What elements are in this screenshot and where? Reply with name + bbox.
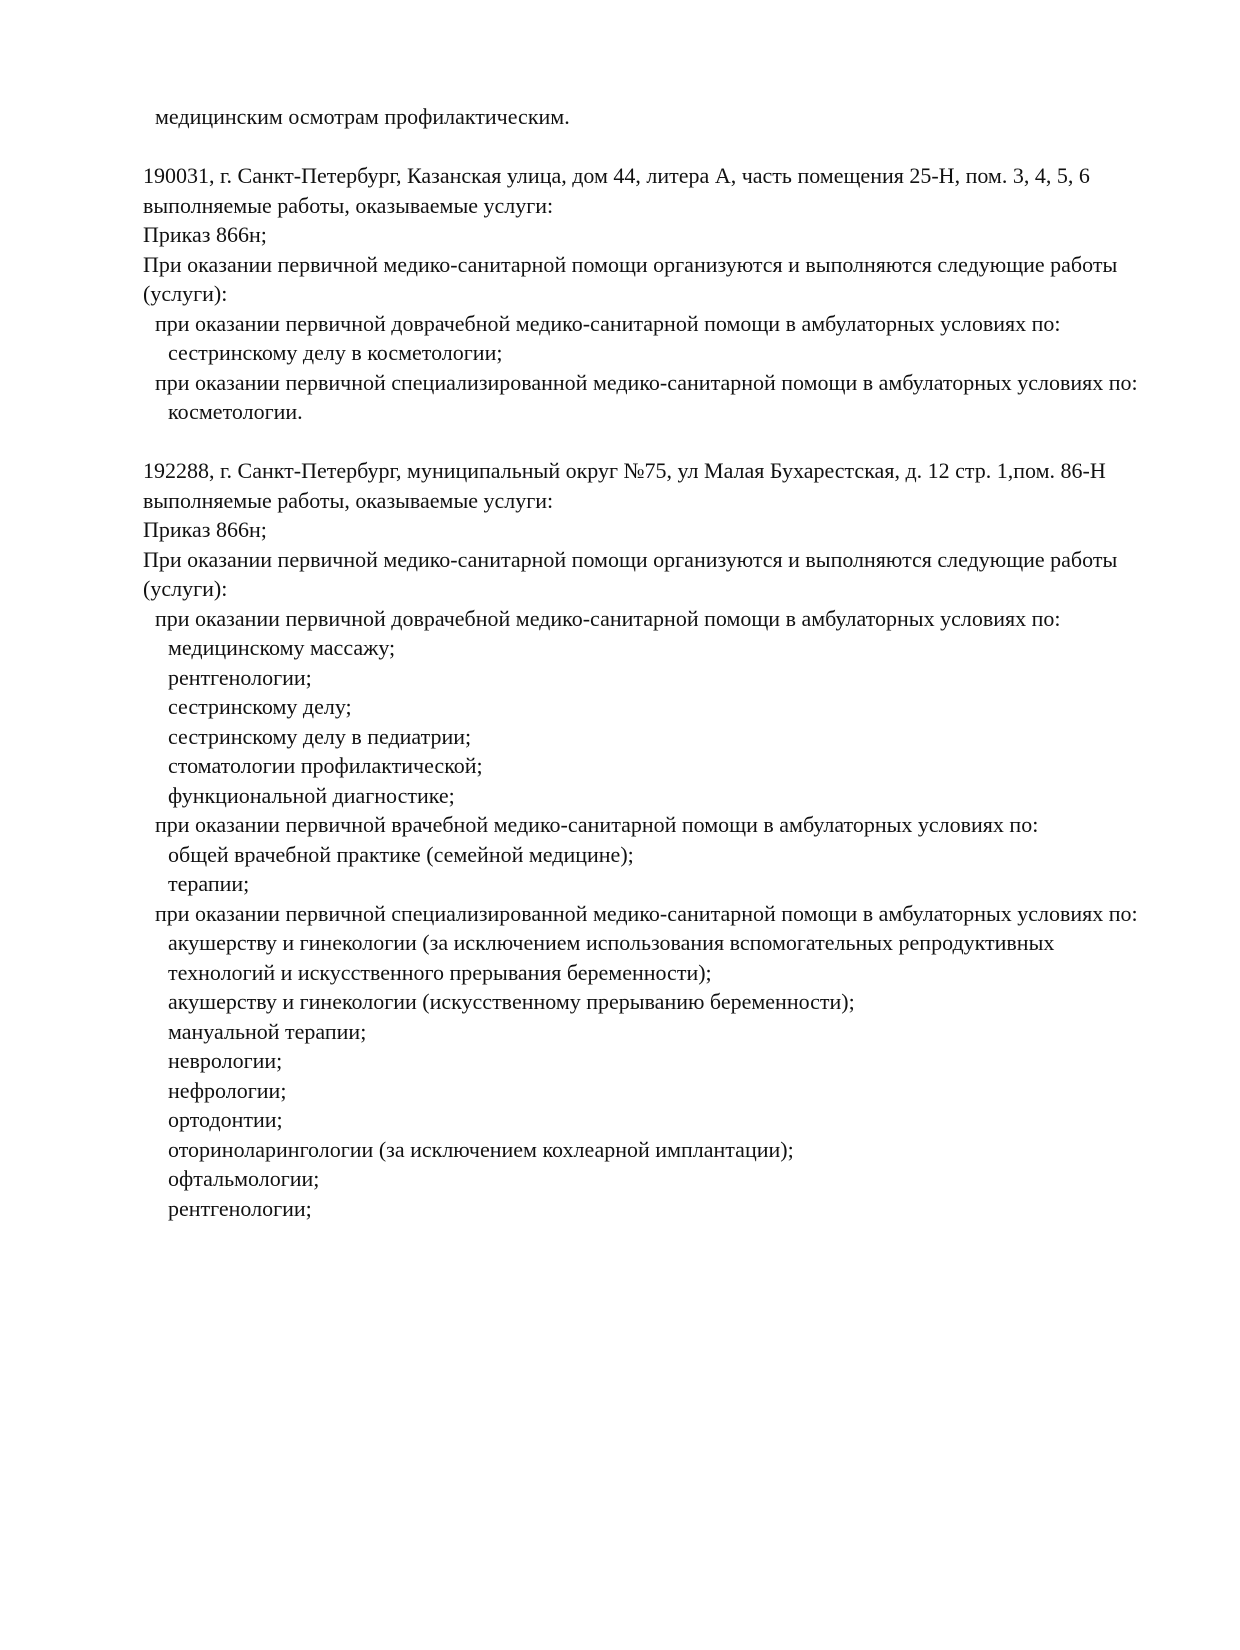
section1-works-label: выполняемые работы, оказываемые услуги: — [143, 192, 554, 218]
section2-specialized-item: акушерству и гинекологии (за исключением использования вспомогательных репродуктивных технологий и искусственного прерывания беременности); — [168, 930, 1055, 985]
document-text — [143, 102, 1153, 1223]
section2-prehospital-item: рентгенологии; — [168, 664, 312, 690]
section2-prehospital-item: сестринскому делу; — [168, 694, 352, 719]
section2-physician-heading: при оказании первичной врачебной медико-санитарной помощи в амбулаторных условиях по: — [155, 812, 1039, 837]
section2-specialized-heading: при оказании первичной специализированной медико-санитарной помощи в амбулаторных условиях по: — [155, 900, 1138, 926]
intro-line: медицинским осмотрам профилактическим. — [155, 104, 570, 129]
paragraph-gap — [143, 132, 1153, 162]
section2-physician-item: терапии; — [168, 871, 250, 896]
section2-specialized-item: мануальной терапии; — [168, 1018, 367, 1044]
section1-address: 190031, г. Санкт-Петербург, Казанская улица, дом 44, литера А, часть помещения 25-Н, пом. 3, 4, 5, 6 — [143, 163, 1090, 188]
section2-specialized-item: нефрологии; — [168, 1077, 287, 1103]
section2-prehospital-item: функциональной диагностике; — [168, 782, 455, 808]
section2-specialized-item: акушерству и гинекологии (искусственному прерыванию беременности); — [168, 989, 855, 1014]
section2-specialized-item: рентгенологии; — [168, 1195, 312, 1221]
section2-prehospital-item: медицинскому массажу; — [168, 635, 396, 660]
section2-order: Приказ 866н; — [143, 517, 267, 542]
section1-prehospital-item: сестринскому делу в косметологии; — [168, 340, 503, 365]
section2-works-label: выполняемые работы, оказываемые услуги: — [143, 487, 554, 513]
section1-specialized-heading: при оказании первичной специализированной медико-санитарной помощи в амбулаторных условиях по: — [155, 369, 1138, 395]
section2-specialized-item: неврологии; — [168, 1048, 283, 1073]
section1-prehospital-heading: при оказании первичной доврачебной медико-санитарной помощи в амбулаторных условиях по: — [155, 310, 1061, 336]
section2-prehospital-item: сестринскому делу в педиатрии; — [168, 723, 472, 749]
section2-prehospital-item: стоматологии профилактической; — [168, 753, 483, 778]
section1-specialized-item: косметологии. — [168, 399, 303, 424]
paragraph-gap — [143, 427, 1153, 457]
section1-intro: При оказании первичной медико-санитарной помощи организуются и выполняются следующие работы (услуги): — [143, 251, 1118, 306]
section2-intro: При оказании первичной медико-санитарной помощи организуются и выполняются следующие работы (услуги): — [143, 546, 1118, 601]
section2-specialized-item: офтальмологии; — [168, 1166, 320, 1191]
section2-physician-item: общей врачебной практике (семейной медицине); — [168, 841, 634, 867]
section2-prehospital-heading: при оказании первичной доврачебной медико-санитарной помощи в амбулаторных условиях по: — [155, 605, 1061, 631]
section2-specialized-item: ортодонтии; — [168, 1107, 283, 1132]
section2-address: 192288, г. Санкт-Петербург, муниципальный округ №75, ул Малая Бухарестская, д. 12 стр. 1,пом. 86-Н — [143, 458, 1106, 483]
section2-specialized-item: оториноларингологии (за исключением кохлеарной имплантации); — [168, 1136, 794, 1162]
section1-order: Приказ 866н; — [143, 222, 267, 247]
